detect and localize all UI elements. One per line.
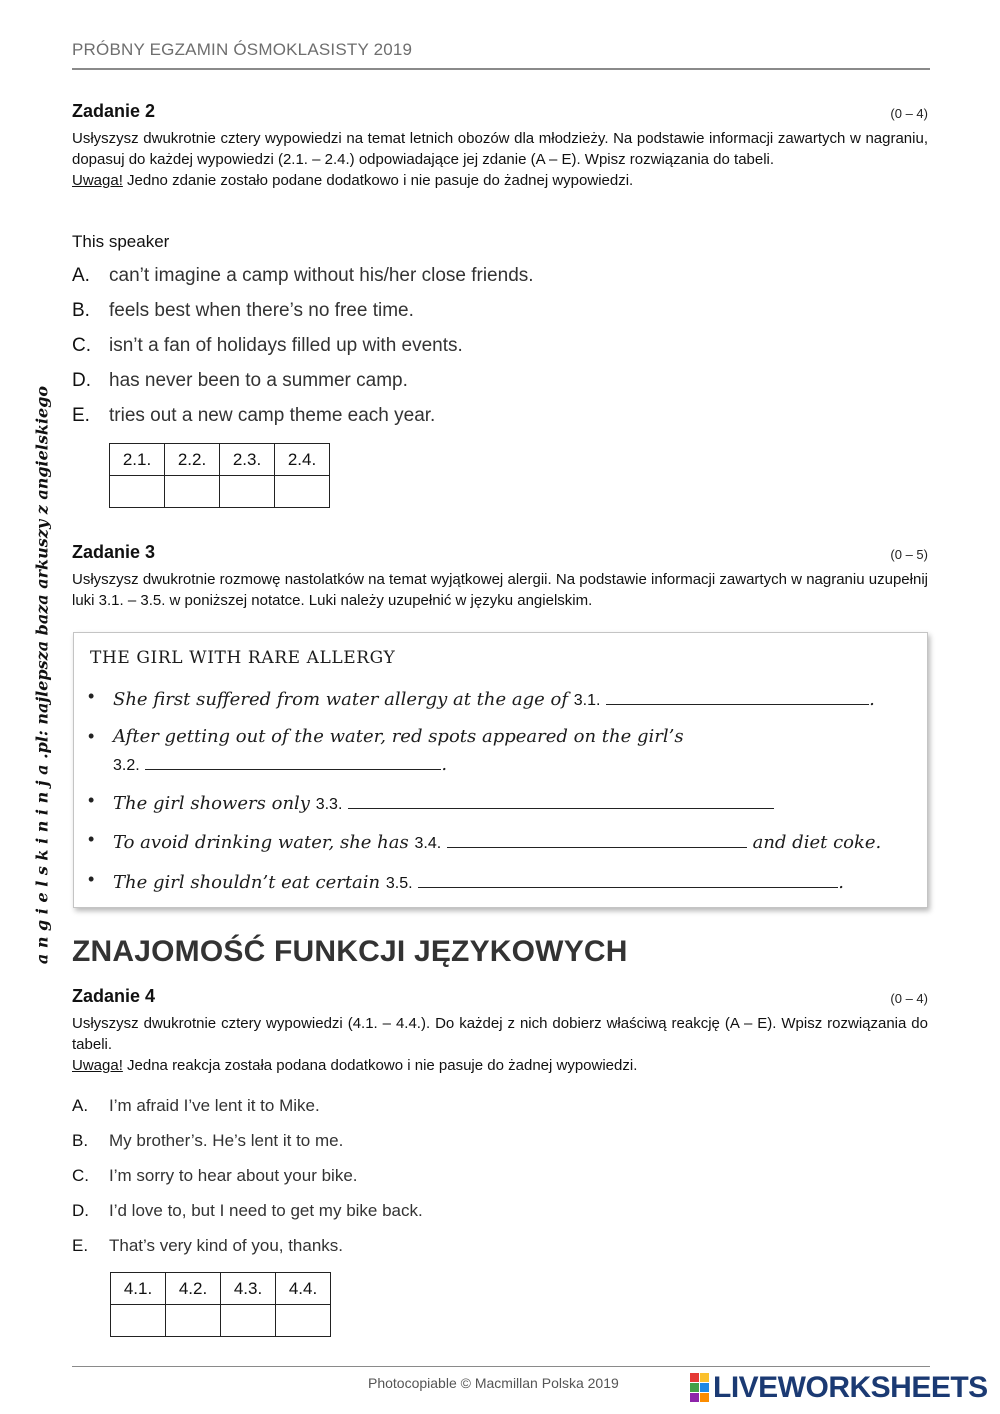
note-item-end: . <box>838 872 845 893</box>
exam-header: PRÓBNY EGZAMIN ÓSMOKLASISTY 2019 <box>72 40 413 59</box>
answer-cell-4-3[interactable] <box>221 1305 276 1337</box>
answer-cell-2-1[interactable] <box>110 476 165 508</box>
task2-answer-table <box>109 443 330 508</box>
note-item-text: The girl shouldn’t eat certain <box>113 872 386 893</box>
option-text: feels best when there’s no free time. <box>109 300 414 321</box>
copyright-text: Photocopiable © Macmillan Polska 2019 <box>368 1375 619 1391</box>
note-item-text: She first suffered from water allergy at the age of <box>113 689 574 710</box>
gap-3-5-input[interactable] <box>418 869 838 888</box>
task3-points: (0 – 5) <box>890 547 928 562</box>
task2-note-text: Jedno zdanie zostało podane dodatkowo i nie pasuje do żadnej wypowiedzi. <box>122 172 634 189</box>
task4-option-c <box>72 1166 423 1201</box>
option-letter: D. <box>72 1201 89 1220</box>
task4-option-b <box>72 1131 423 1166</box>
table-header: 2.3. <box>220 444 275 476</box>
bullet-icon: • <box>88 686 95 706</box>
option-letter: B. <box>72 300 90 321</box>
option-letter: D. <box>72 370 91 391</box>
gap-label: 3.2. <box>113 757 140 774</box>
footer-divider <box>72 1366 930 1367</box>
logo-blocks-icon <box>690 1373 710 1403</box>
answer-cell-2-2[interactable] <box>165 476 220 508</box>
task2-option-a <box>72 265 534 300</box>
task3-title: Zadanie 3 <box>72 542 156 562</box>
option-letter: B. <box>72 1131 89 1150</box>
task4-options <box>72 1096 423 1271</box>
gap-3-2-input[interactable] <box>145 751 441 770</box>
task2-note <box>72 170 928 191</box>
gap-label: 3.4. <box>414 835 442 852</box>
task2-option-c <box>72 335 534 370</box>
note-item-text: The girl showers only <box>113 793 316 814</box>
table-header: 2.1. <box>110 444 165 476</box>
gap-label: 3.1. <box>573 692 601 709</box>
task4-option-d <box>72 1201 423 1236</box>
task4-note-text: Jedna reakcja została podana dodatkowo i nie pasuje do żadnej wypowiedzi. <box>122 1057 638 1074</box>
option-letter: C. <box>72 335 91 356</box>
table-header: 2.2. <box>165 444 220 476</box>
answer-cell-4-4[interactable] <box>276 1305 331 1337</box>
option-text: tries out a new camp theme each year. <box>109 405 436 426</box>
note-item-2-cont <box>113 751 447 775</box>
logo-text: LIVEWORKSHEETS <box>713 1371 988 1404</box>
bullet-icon: • <box>88 726 95 746</box>
task4-title: Zadanie 4 <box>72 986 156 1006</box>
task4-instruction <box>72 1013 928 1076</box>
note-item-end: . <box>441 754 448 775</box>
header-divider <box>72 68 930 70</box>
option-letter: E. <box>72 405 90 426</box>
task2-title: Zadanie 2 <box>72 101 156 121</box>
option-letter: E. <box>72 1236 89 1255</box>
note-item-end: . <box>869 689 875 710</box>
note-item-text: To avoid drinking water, she has <box>113 832 415 853</box>
table-header: 4.2. <box>166 1273 221 1305</box>
task4-option-a <box>72 1096 423 1131</box>
task2-subheading: This speaker <box>72 232 170 251</box>
note-item-2 <box>113 726 684 747</box>
table-header: 4.3. <box>221 1273 276 1305</box>
table-header: 4.1. <box>111 1273 166 1305</box>
section-title: ZNAJOMOŚĆ FUNKCJI JĘZYKOWYCH <box>72 935 628 968</box>
gap-3-3-input[interactable] <box>348 790 774 809</box>
option-text: I’d love to, but I need to get my bike back. <box>109 1201 423 1220</box>
task2-points: (0 – 4) <box>890 106 928 121</box>
task2-option-d <box>72 370 534 405</box>
option-text: has never been to a summer camp. <box>109 370 408 391</box>
option-text: isn’t a fan of holidays filled up with events. <box>109 335 463 356</box>
option-text: My brother’s. He’s lent it to me. <box>109 1131 344 1150</box>
option-text: That’s very kind of you, thanks. <box>109 1236 344 1255</box>
side-watermark-text: a n g i e l s k i n i n j a .pl: najlepsza baza arkuszy z angielskiego <box>32 385 52 965</box>
answer-cell-2-4[interactable] <box>275 476 330 508</box>
answer-cell-2-3[interactable] <box>220 476 275 508</box>
gap-3-4-input[interactable] <box>447 829 747 848</box>
task4-points: (0 – 4) <box>890 991 928 1006</box>
task2-option-e <box>72 405 534 440</box>
note-item-5 <box>113 869 844 893</box>
option-letter: A. <box>72 1096 89 1115</box>
option-letter: A. <box>72 265 90 286</box>
liveworksheets-logo[interactable] <box>690 1372 988 1404</box>
task3-instruction <box>72 569 928 611</box>
option-text: can’t imagine a camp without his/her close friends. <box>109 265 534 286</box>
note-item-text: After getting out of the water, red spots appeared on the girl’s <box>113 726 684 747</box>
note-item-1 <box>113 686 875 710</box>
answer-cell-4-2[interactable] <box>166 1305 221 1337</box>
bullet-icon: • <box>88 829 95 849</box>
task4-note-label: Uwaga! <box>72 1057 123 1074</box>
note-item-3 <box>113 790 774 814</box>
note-item-4 <box>113 829 881 853</box>
bullet-icon: • <box>88 869 95 889</box>
task2-note-label: Uwaga! <box>72 172 123 189</box>
table-header: 4.4. <box>276 1273 331 1305</box>
note-item-end: and diet coke. <box>746 832 882 853</box>
option-text: I’m afraid I’ve lent it to Mike. <box>109 1096 320 1115</box>
gap-label: 3.5. <box>385 875 413 892</box>
task2-instruction-text: Usłyszysz dwukrotnie cztery wypowiedzi na temat letnich obozów dla młodzieży. Na podstawie informacji zawartych w nagraniu, dopasuj do każdej wypowiedzi (2.1. – 2.4.) odpowiadające jej zdanie (A – E). Wpisz rozwiązania do tabeli. <box>72 130 928 168</box>
note-title: THE GIRL WITH RARE ALLERGY <box>90 648 396 668</box>
task4-answer-table <box>110 1272 331 1337</box>
task2-option-b <box>72 300 534 335</box>
bullet-icon: • <box>88 790 95 810</box>
task4-instruction-text: Usłyszysz dwukrotnie cztery wypowiedzi (4.1. – 4.4.). Do każdej z nich dobierz właściwą reakcję (A – E). Wpisz rozwiązania do tabeli. <box>72 1015 928 1053</box>
option-letter: C. <box>72 1166 89 1185</box>
task4-option-e <box>72 1236 423 1271</box>
task3-instruction-text: Usłyszysz dwukrotnie rozmowę nastolatków na temat wyjątkowej alergii. Na podstawie informacji zawartych w nagraniu uzupełnij luki 3.1. – 3.5. w poniższej notatce. Luki należy uzupełnić w języku angielskim. <box>72 571 928 609</box>
gap-label: 3.3. <box>315 796 343 813</box>
answer-cell-4-1[interactable] <box>111 1305 166 1337</box>
table-header: 2.4. <box>275 444 330 476</box>
task2-options <box>72 265 534 440</box>
task4-note <box>72 1055 928 1076</box>
option-text: I’m sorry to hear about your bike. <box>109 1166 358 1185</box>
gap-3-1-input[interactable] <box>606 686 869 705</box>
task2-instruction <box>72 128 928 191</box>
